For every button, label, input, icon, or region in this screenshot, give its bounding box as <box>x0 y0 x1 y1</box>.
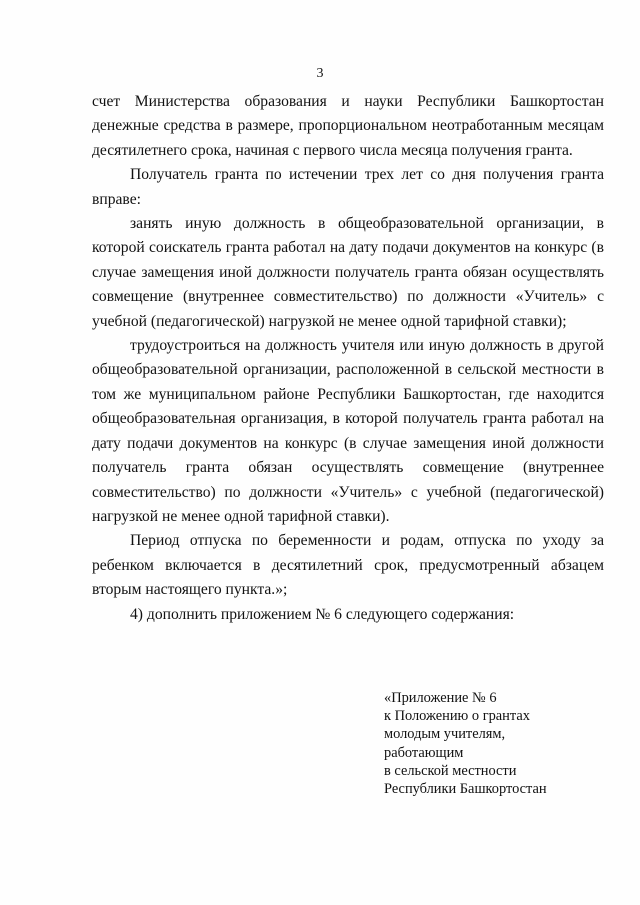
page-number: 3 <box>316 66 324 81</box>
appendix-header-line: работающим <box>384 744 464 761</box>
paragraph-other-position: занять иную должность в общеобразовательной организации, в которой соискатель гранта работал на дату подачи документов на конкурс (в случае замещения иной должности получатель гранта обязан осуществлять совмещение (внутреннее совместительство) по должности «Учитель» с учебной (педагогической) нагрузкой не менее одной тарифной ставки); <box>92 215 604 330</box>
appendix-header-line: «Приложение № 6 <box>384 690 497 706</box>
paragraph-refund-terms: счет Министерства образования и науки Республики Башкортостан денежные средства в размере, пропорциональном неотработанным месяцам десятилетнего срока, начиная с первого числа месяца получения гранта. <box>92 93 604 159</box>
appendix-header-line: молодым учителям, <box>384 726 506 743</box>
appendix-header <box>384 689 614 798</box>
document-body <box>92 90 604 627</box>
appendix-header-line: к Положению о грантах <box>384 708 530 725</box>
paragraph-grantee-rights: Получатель гранта по истечении трех лет со дня получения гранта вправе: <box>92 166 604 208</box>
appendix-header-line: Республики Башкортостан <box>384 781 547 798</box>
paragraph-leave-period: Период отпуска по беременности и родам, отпуска по уходу за ребенком включается в десятилетний срок, предусмотренный абзацем вторым настоящего пункта.»; <box>92 532 604 599</box>
paragraph-add-appendix: 4) дополнить приложением № 6 следующего содержания: <box>130 605 515 623</box>
paragraph-employment-transfer: трудоустроиться на должность учителя или иную должность в другой общеобразовательной организации, расположенной в сельской местности в том же муниципальном районе Республики Башкортостан, где находится общеобразовательная организация, в которой получатель гранта работал на дату подачи документов на конкурс (в случае замещения иной должности получатель гранта обязан осуществлять совмещение (внутреннее совместительство) по должности «Учитель» с учебной (педагогической) нагрузкой не менее одной тарифной ставки). <box>92 337 604 525</box>
appendix-header-line: в сельской местности <box>384 762 517 779</box>
